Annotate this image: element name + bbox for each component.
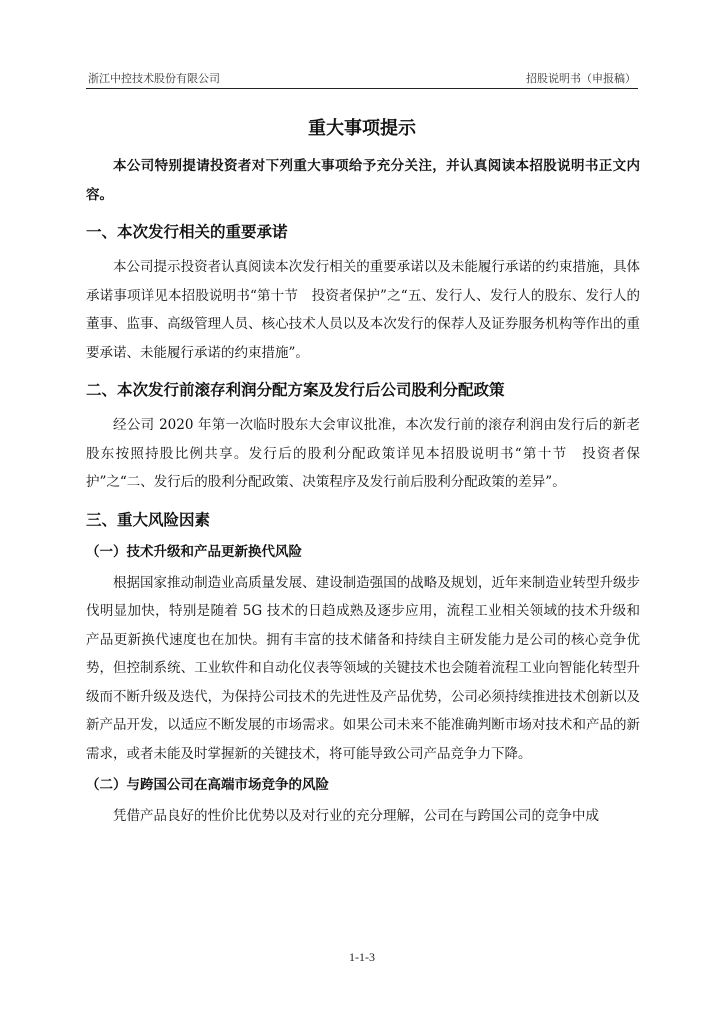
section-paragraph-commitments: 本公司提示投资者认真阅读本次发行相关的重要承诺以及未能履行承诺的约束措施，具体承诺事项详见本招股说明书“第十节 投资者保护”之“五、发行人、发行人的股东、发行人的董事、监事、高级管理人员、核心技术人员以及本次发行的保荐人及证券服务机构等作出的重要承诺、未能履行承诺的约束措施”。 [86,259,640,361]
section-heading-risk-factors: 三、重大风险因素 [86,510,211,529]
section-heading-profit-distribution: 二、本次发行前滚存利润分配方案及发行后公司股利分配政策 [86,381,505,399]
subsection-paragraph-technology-risk: 根据国家推动制造业高质量发展、建设制造强国的战略及规划，近年来制造业转型升级步伐明显加快，特别是随着 5G 技术的日趋成熟及逐步应用，流程工业相关领域的技术升级和产品更新换代速度也在加快。拥有丰富的技术储备和持续自主研发能力是公司的核心竞争优势，但控制系统、工业软件和自动化仪表等领域的关键技术也会随着流程工业向智能化转型升级而不断升级及迭代，为保持公司技术的先进性及产品优势，公司必须持续推进技术创新以及新产品开发，以适应不断发展的市场需求。如果公司未来不能准确判断市场对技术和产品的新需求，或者未能及时掌握新的关键技术，将可能导致公司产品竞争力下降。 [86,574,640,762]
header-document-type: 招股说明书（申报稿） [526,72,636,85]
section-paragraph-profit-distribution: 经公司 2020 年第一次临时股东大会审议批准，本次发行前的滚存利润由发行后的新老股东按照持股比例共享。发行后的股利分配政策详见本招股说明书“第十节 投资者保护”之“二、发行后的股利分配政策、决策程序及发行前后股利分配政策的差异”。 [86,417,640,490]
page-title: 重大事项提示 [308,118,416,139]
subsection-heading-competition-risk: （二）与跨国公司在高端市场竞争的风险 [86,777,329,793]
intro-paragraph: 本公司特别提请投资者对下列重大事项给予充分关注，并认真阅读本招股说明书正文内容。 [86,158,640,203]
header-company-name: 浙江中控技术股份有限公司 [88,72,220,85]
subsection-heading-technology-risk: （一）技术升级和产品更新换代风险 [86,543,302,560]
subsection-paragraph-competition-risk: 凭借产品良好的性价比优势以及对行业的充分理解，公司在与跨国公司的竞争中成 [113,808,599,824]
document-body [86,152,640,831]
page-header [86,68,638,89]
page-number: 1-1-3 [349,950,375,964]
section-heading-commitments: 一、本次发行相关的重要承诺 [86,223,288,241]
